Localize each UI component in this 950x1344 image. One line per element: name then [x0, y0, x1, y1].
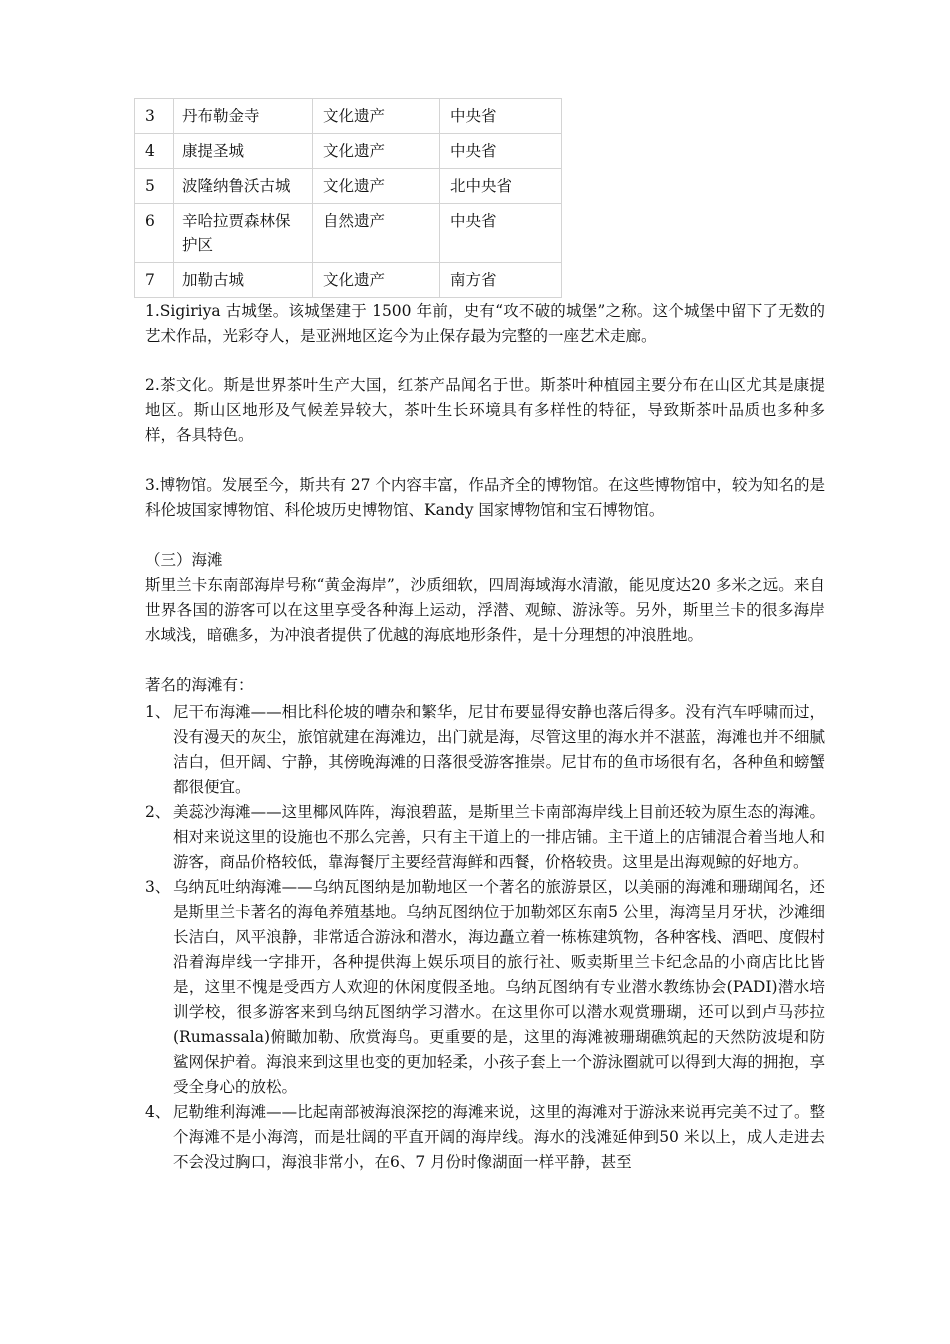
list-item-text: 尼勒维利海滩——比起南部被海浪深挖的海滩来说，这里的海滩对于游泳来说再完美不过了。整个海滩不是小海湾，而是壮阔的平直开阔的海岸线。海水的浅滩延伸到50 米以上，成人走进去不会没过胸口，海浪非常小，在6、7 月份时像湖面一样平静，甚至	[173, 1103, 825, 1171]
list-item	[145, 800, 825, 875]
paragraph-sigiriya	[145, 299, 825, 349]
row-number: 4	[135, 134, 174, 169]
paragraph-tea-culture	[145, 373, 825, 448]
province: 中央省	[440, 134, 562, 169]
list-item-text: 美蕊沙海滩——这里椰风阵阵，海浪碧蓝，是斯里兰卡南部海岸线上目前还较为原生态的海滩。相对来说这里的设施也不那么完善，只有主干道上的一排店铺。主干道上的店铺混合着当地人和游客，商品价格较低，靠海餐厅主要经营海鲜和西餐，价格较贵。这里是出海观鲸的好地方。	[173, 803, 825, 871]
province: 中央省	[440, 99, 562, 134]
site-name: 波隆纳鲁沃古城	[174, 169, 313, 204]
table-row	[135, 169, 562, 204]
table-row	[135, 134, 562, 169]
list-item	[145, 700, 825, 800]
heritage-table	[134, 98, 562, 298]
province: 中央省	[440, 204, 562, 263]
province: 南方省	[440, 263, 562, 298]
famous-beaches-label: 著名的海滩有：	[145, 676, 254, 694]
table-row	[135, 204, 562, 263]
row-number: 5	[135, 169, 174, 204]
table-row	[135, 263, 562, 298]
row-number: 7	[135, 263, 174, 298]
paragraph-museums	[145, 473, 825, 523]
row-number: 3	[135, 99, 174, 134]
list-number: 2、	[145, 803, 171, 821]
heritage-type: 自然遗产	[313, 204, 440, 263]
list-item-text: 尼干布海滩——相比科伦坡的嘈杂和繁华，尼甘布要显得安静也落后得多。没有汽车呼啸而过，没有漫天的灰尘，旅馆就建在海滩边，出门就是海，尽管这里的海水并不湛蓝，海滩也并不细腻洁白，但开阔、宁静，其傍晚海滩的日落很受游客推崇。尼甘布的鱼市场很有名，各种鱼和螃蟹都很便宜。	[173, 703, 825, 796]
paragraph-text: 2.茶文化。斯是世界茶叶生产大国，红茶产品闻名于世。斯茶叶种植园主要分布在山区尤其是康提地区。斯山区地形及气候差异较大，茶叶生长环境具有多样性的特征，导致斯茶叶品质也多种多样，各具特色。	[145, 376, 825, 444]
heritage-type: 文化遗产	[313, 99, 440, 134]
list-number: 4、	[145, 1103, 171, 1121]
list-number: 3、	[145, 878, 171, 896]
list-item	[145, 1100, 825, 1175]
beach-intro	[145, 573, 825, 648]
paragraph-text: 斯里兰卡东南部海岸号称“黄金海岸”，沙质细软，四周海域海水清澈，能见度达20 多米之远。来自世界各国的游客可以在这里享受各种海上运动，浮潜、观鲸、游泳等。另外，斯里兰卡的很多海岸水域浅，暗礁多，为冲浪者提供了优越的海底地形条件，是十分理想的冲浪胜地。	[145, 576, 825, 644]
heritage-type: 文化遗产	[313, 134, 440, 169]
list-number: 1、	[145, 703, 171, 721]
site-name: 辛哈拉贾森林保护区	[174, 204, 313, 263]
site-name: 丹布勒金寺	[174, 99, 313, 134]
table-row	[135, 99, 562, 134]
heritage-type: 文化遗产	[313, 169, 440, 204]
list-item	[145, 875, 825, 1100]
province: 北中央省	[440, 169, 562, 204]
site-name: 康提圣城	[174, 134, 313, 169]
heritage-type: 文化遗产	[313, 263, 440, 298]
beach-list	[145, 700, 825, 1175]
paragraph-text: 1.Sigiriya 古城堡。该城堡建于 1500 年前，史有“攻不破的城堡”之称。这个城堡中留下了无数的艺术作品，光彩夺人，是亚洲地区迄今为止保存最为完整的一座艺术走廊。	[145, 302, 825, 345]
row-number: 6	[135, 204, 174, 263]
section-title-beaches: （三）海滩	[145, 551, 223, 569]
heritage-table-body	[135, 99, 562, 298]
list-item-text: 乌纳瓦吐纳海滩——乌纳瓦图纳是加勒地区一个著名的旅游景区，以美丽的海滩和珊瑚闻名，还是斯里兰卡著名的海龟养殖基地。乌纳瓦图纳位于加勒郊区东南5 公里，海湾呈月牙状，沙滩细长洁白，风平浪静，非常适合游泳和潜水，海边矗立着一栋栋建筑物，各种客栈、酒吧、度假村 沿着海岸线一字排开，各种提供海上娱乐项目的旅行社、贩卖斯里兰卡纪念品的小商店比比皆是，这里不愧是受西方人欢迎的休闲度假圣地。乌纳瓦图纳有专业潜水教练协会(PADI)潜水培训学校，很多游客来到乌纳瓦图纳学习潜水。在这里你可以潜水观赏珊瑚，还可以到卢马莎拉(Rumassala)俯瞰加勒、欣赏海鸟。更重要的是，这里的海滩被珊瑚礁筑起的天然防波堤和防鲨网保护着。海浪来到这里也变的更加轻柔，小孩子套上一个游泳圈就可以得到大海的拥抱，享受全身心的放松。	[173, 878, 825, 1096]
site-name: 加勒古城	[174, 263, 313, 298]
paragraph-text: 3.博物馆。发展至今，斯共有 27 个内容丰富，作品齐全的博物馆。在这些博物馆中，较为知名的是科伦坡国家博物馆、科伦坡历史博物馆、Kandy 国家博物馆和宝石博物馆。	[145, 476, 825, 519]
